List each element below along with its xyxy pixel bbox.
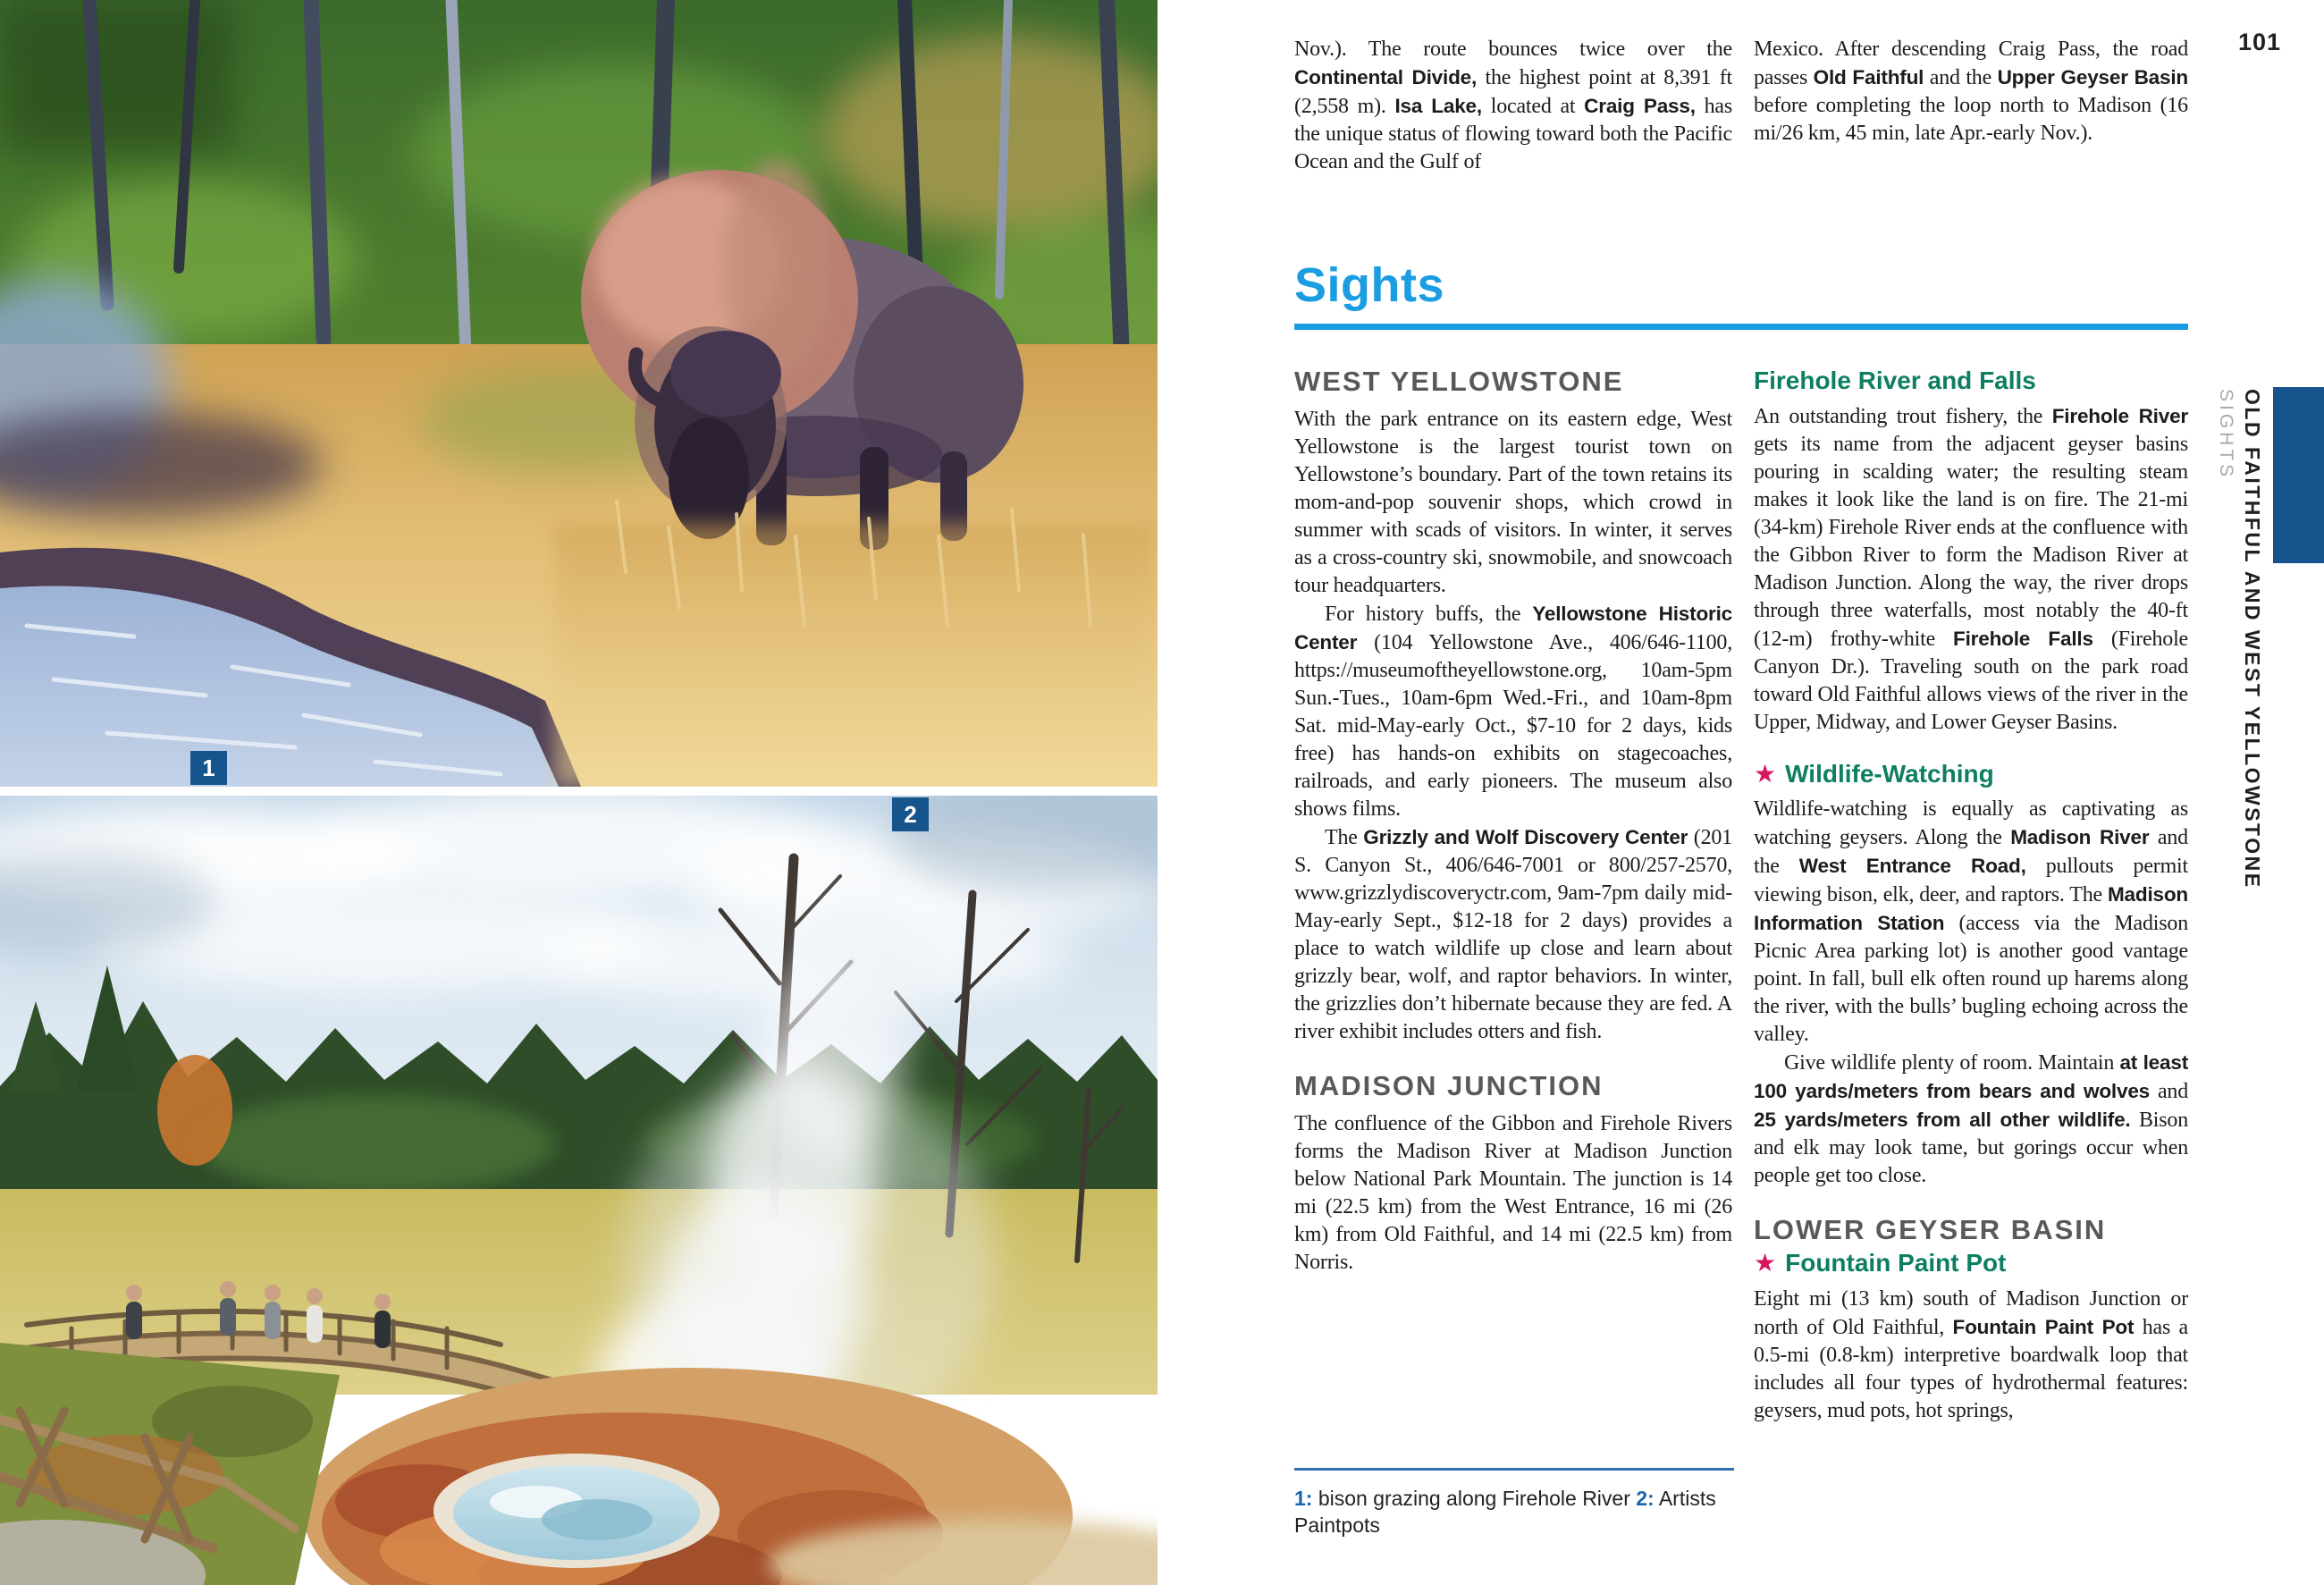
para-wildlife-distance: Give wildlife plenty of room. Maintain at least 100 yards/meters from bears and wolves and 25 yards/meters from all other wildlife. Bison and elk may look tame, but gorings occur when people get too close. [1754,1051,2188,1188]
para-firehole-river: An outstanding trout fishery, the Firehole River gets its name from the adjacent geyser basins pouring in scalding water; the resulting steam makes it look like the land is on fire. The 21-mi (34-km) Firehole River ends at the confluence with the Gibbon River to form the Madison River at Madison Junction. Along the way, the river drops through three waterfalls, most notably the 40-ft (12-m) frothy-white Firehole Falls (Firehole Canyon Dr.). Traveling south on the park road toward Old Faithful allows views of the river in the Upper, Midway, and Lower Geyser Basins. [1754,405,2188,735]
heading-firehole-river-falls: Firehole River and Falls [1754,367,2036,394]
heading-west-yellowstone: WEST YELLOWSTONE [1294,366,1624,397]
photo-bison-firehole-river [0,0,1158,787]
heading-wildlife-watching: Wildlife-Watching [1785,760,1994,788]
para-madison-junction: The confluence of the Gibbon and Firehole Rivers forms the Madison River at Madison Junction below National Park Mountain. The junction is 14 mi (22.5 km) from the West Entrance, 16 mi (26 km) from Old Faithful, and 14 mi (22.5 km) from Norris. [1294,1112,1732,1275]
sidebar-blue-tab [2273,387,2324,563]
orange-tree [157,1055,232,1166]
intro-continued-col1: Nov.). The route bounces twice over the Continental Divide, the highest point at 8,391 ft (2,558 m). Isa Lake, located at Craig Pass, has the unique status of flowing toward both the Pacific Ocean and the Gulf of [1294,38,1733,173]
column-right [1754,367,2188,1425]
column-left [1294,367,1732,1277]
sidebar-chapter-label: OLD FAITHFUL AND WEST YELLOWSTONE [2241,389,2264,889]
photo-badge-2: 2 [892,797,929,831]
hot-spring-pool [434,1454,720,1568]
photo-badge-1: 1 [190,751,227,785]
para-fountain-paint-pot: Eight mi (13 km) south of Madison Junction or north of Old Faithful, Fountain Paint Pot has a 0.5-mi (0.8-km) interpretive boardwalk loop that includes all four types of hydrothermal features: geysers, mud pots, hot springs, [1754,1286,2188,1422]
page-number: 101 [2238,29,2282,55]
para-wildlife-watching: Wildlife-watching is equally as captivating as watching geysers. Along the Madison River and the West Entrance Road, pullouts permit viewing bison, elk, deer, and raptors. The Madison Information Station (access via the Madison Picnic Area parking lot) is another good vantage point. In fall, bull elk often round up harems along the river, with the bulls’ bugling echoing across the valley. [1754,797,2188,1047]
sidebar-section-label: SIGHTS [2216,389,2236,481]
para-west-yellowstone: With the park entrance on its eastern edge, West Yellowstone is the largest tourist town on Yellowstone’s boundary. Part of the town retains its mom-and-pop souvenir shops, which crowd in summer with scads of visitors. In winter, it serves as a cross-country ski, snowmobile, and snowcoach tour headquarters. [1294,408,1732,598]
sights-heading-block [1294,258,2188,330]
photo-caption: 1: bison grazing along Firehole River 2: Artists Paintpots [1294,1468,1734,1539]
star-icon: ★ [1754,759,1777,789]
heading-fountain-paint-pot-row [1754,1249,2188,1277]
para-yellowstone-historic-center: For history buffs, the Yellowstone Historic Center (104 Yellowstone Ave., 406/646-1100, https://museumoftheyellowstone.org, 10am-5pm Sun.-Tues., 10am-6pm Wed.-Fri., and 10am-8pm Sat. mid-May-early Oct., $7-10 for 2 days, kids free) has hands-on exhibits on stagecoaches, railroads, and early pioneers. The museum also shows films. [1294,603,1732,822]
photo-artists-paintpots [0,796,1158,1585]
bison-photo-illustration [0,0,1158,787]
para-grizzly-wolf-discovery: The Grizzly and Wolf Discovery Center (201 S. Canyon St., 406/646-7001 or 800/257-2570, www.grizzlydiscoveryctr.com, 9am-7pm daily mid-May-early Sept., $12-18 for 2 days) provides a place to watch wildlife up close and learn about grizzly bear, wolf, and raptor behaviors. In winter, the grizzlies don’t hibernate because they are fed. A river exhibit includes otters and fish. [1294,826,1732,1044]
paintpots-photo-illustration [0,796,1158,1585]
star-icon: ★ [1754,1248,1777,1278]
heading-madison-junction: MADISON JUNCTION [1294,1070,1604,1102]
heading-lower-geyser-basin: LOWER GEYSER BASIN [1754,1214,2107,1246]
sights-title: Sights [1294,258,1445,312]
heading-fountain-paint-pot: Fountain Paint Pot [1785,1249,2007,1277]
heading-wildlife-watching-row [1754,760,2188,788]
intro-continued-col2: Mexico. After descending Craig Pass, the road passes Old Faithful and the Upper Geyser Basin before completing the loop north to Madison (16 mi/26 km, 45 min, late Apr.-early Nov.). [1754,38,2188,145]
